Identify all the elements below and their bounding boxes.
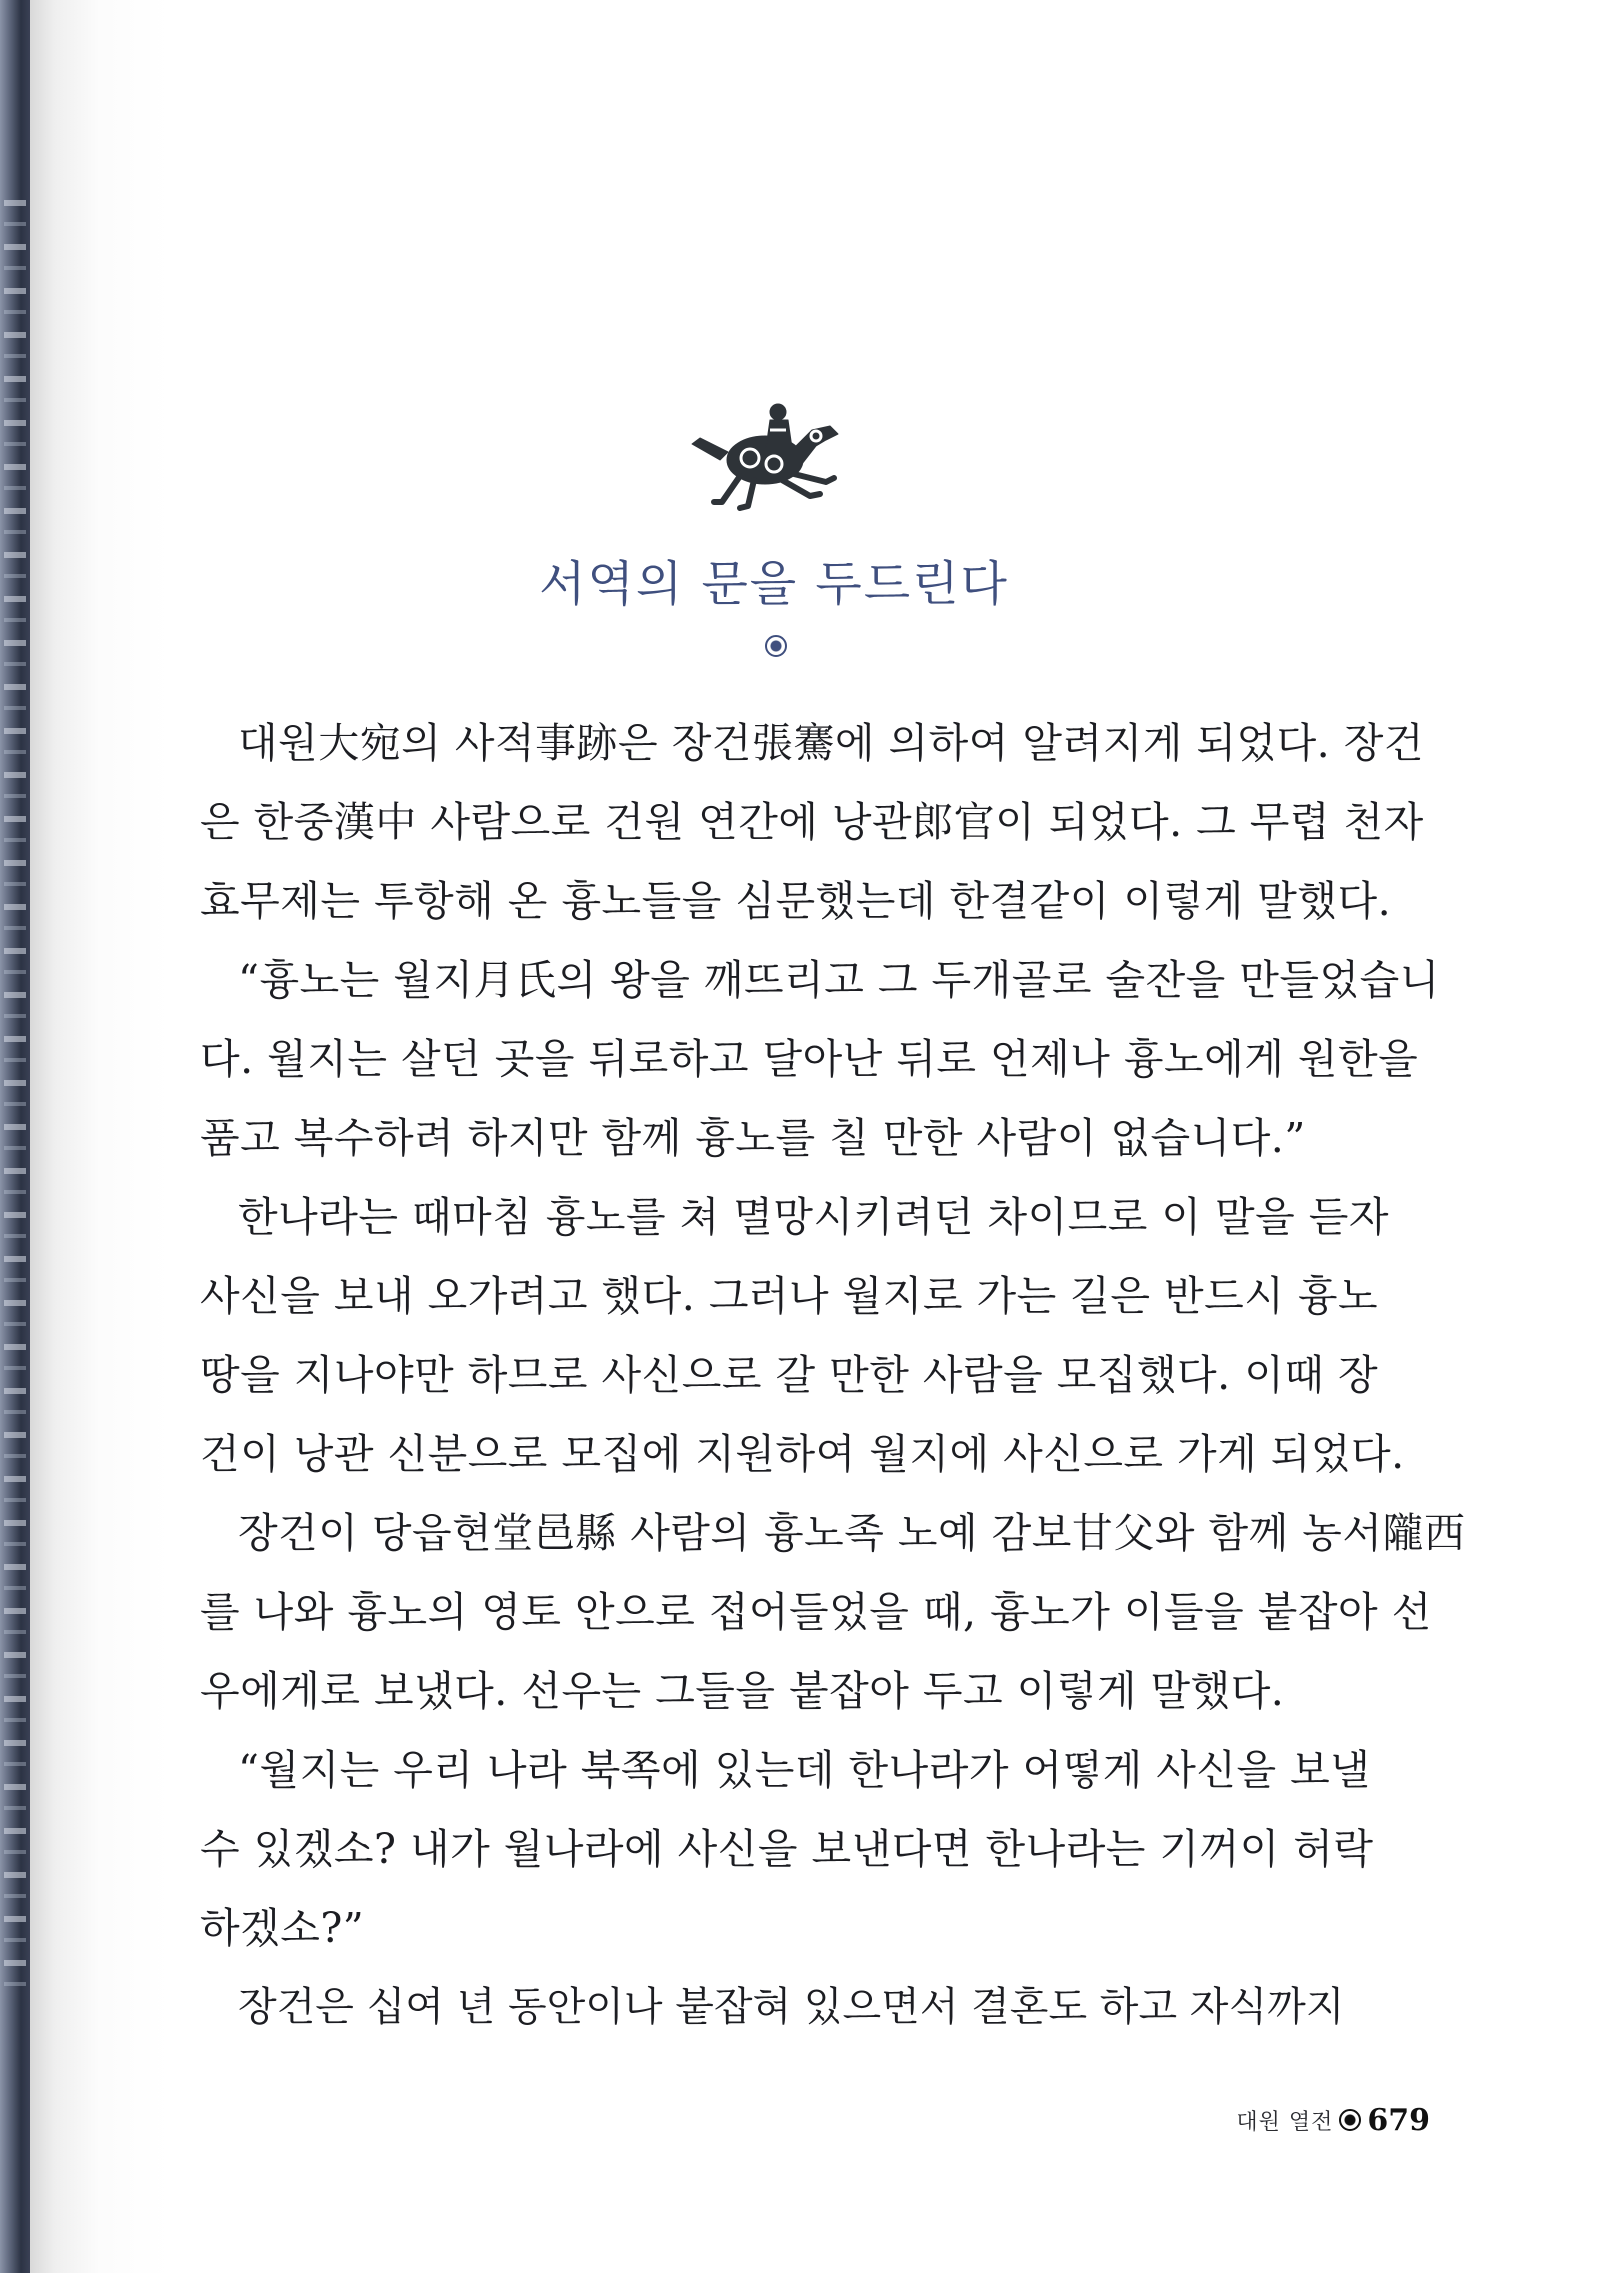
spine-pattern [4,200,26,2000]
text-line: 사신을 보내 오가려고 했다. 그러나 월지로 가는 길은 반드시 흉노 [200,1272,1379,1320]
book-page [30,0,1608,2273]
page-number: 679 [1367,2102,1430,2138]
text-line: 장건은 십여 년 동안이나 붙잡혀 있으면서 결혼도 하고 자식까지 [238,1984,1345,2030]
text-line: 땅을 지나야만 하므로 사신으로 갈 만한 사람을 모집했다. 이때 장 [200,1351,1379,1399]
text-line: 은 한중漢中 사람으로 건원 연간에 낭관郎官이 되었다. 그 무렵 천자 [200,798,1424,846]
page-footer [1180,2100,1430,2140]
text-line: 수 있겠소? 내가 월나라에 사신을 보낸다면 한나라는 기꺼이 허락 [200,1825,1374,1873]
text-line: 하겠소?” [200,1904,365,1952]
running-title: 대원 열전 [1236,2109,1334,2135]
section-title: 서역의 문을 두드린다 [539,556,1009,612]
text-line: 한나라는 때마침 흉노를 쳐 멸망시키려던 차이므로 이 말을 듣자 [238,1193,1390,1241]
text-line: 건이 낭관 신분으로 모집에 지원하여 월지에 사신으로 가게 되었다. [200,1430,1405,1478]
text-line: 를 나와 흉노의 영토 안으로 접어들었을 때, 흉노가 이들을 붙잡아 선 [200,1588,1432,1636]
body-text [200,704,1466,2047]
horseman-icon [670,390,870,520]
text-line: 품고 복수하려 하지만 함께 흉노를 칠 만한 사람이 없습니다.” [200,1114,1306,1162]
circle-bullet-icon [765,635,787,657]
text-line: 대원大宛의 사적事跡은 장건張騫에 의하여 알려지게 되었다. 장건 [238,719,1424,767]
text-line: “월지는 우리 나라 북쪽에 있는데 한나라가 어떻게 사신을 보낼 [238,1746,1371,1794]
text-line: 다. 월지는 살던 곳을 뒤로하고 달아난 뒤로 언제나 흉노에게 원한을 [200,1035,1419,1083]
text-line: “흉노는 월지月氏의 왕을 깨뜨리고 그 두개골로 술잔을 만들었습니 [238,956,1440,1004]
text-line: 우에게로 보냈다. 선우는 그들을 붙잡아 두고 이렇게 말했다. [200,1667,1285,1715]
circle-bullet-icon [1339,2109,1361,2131]
text-line: 장건이 당읍현堂邑縣 사람의 흉노족 노예 감보甘父와 함께 농서隴西 [238,1509,1466,1557]
book-spine [0,0,30,2273]
text-line: 효무제는 투항해 온 흉노들을 심문했는데 한결같이 이렇게 말했다. [200,877,1392,925]
